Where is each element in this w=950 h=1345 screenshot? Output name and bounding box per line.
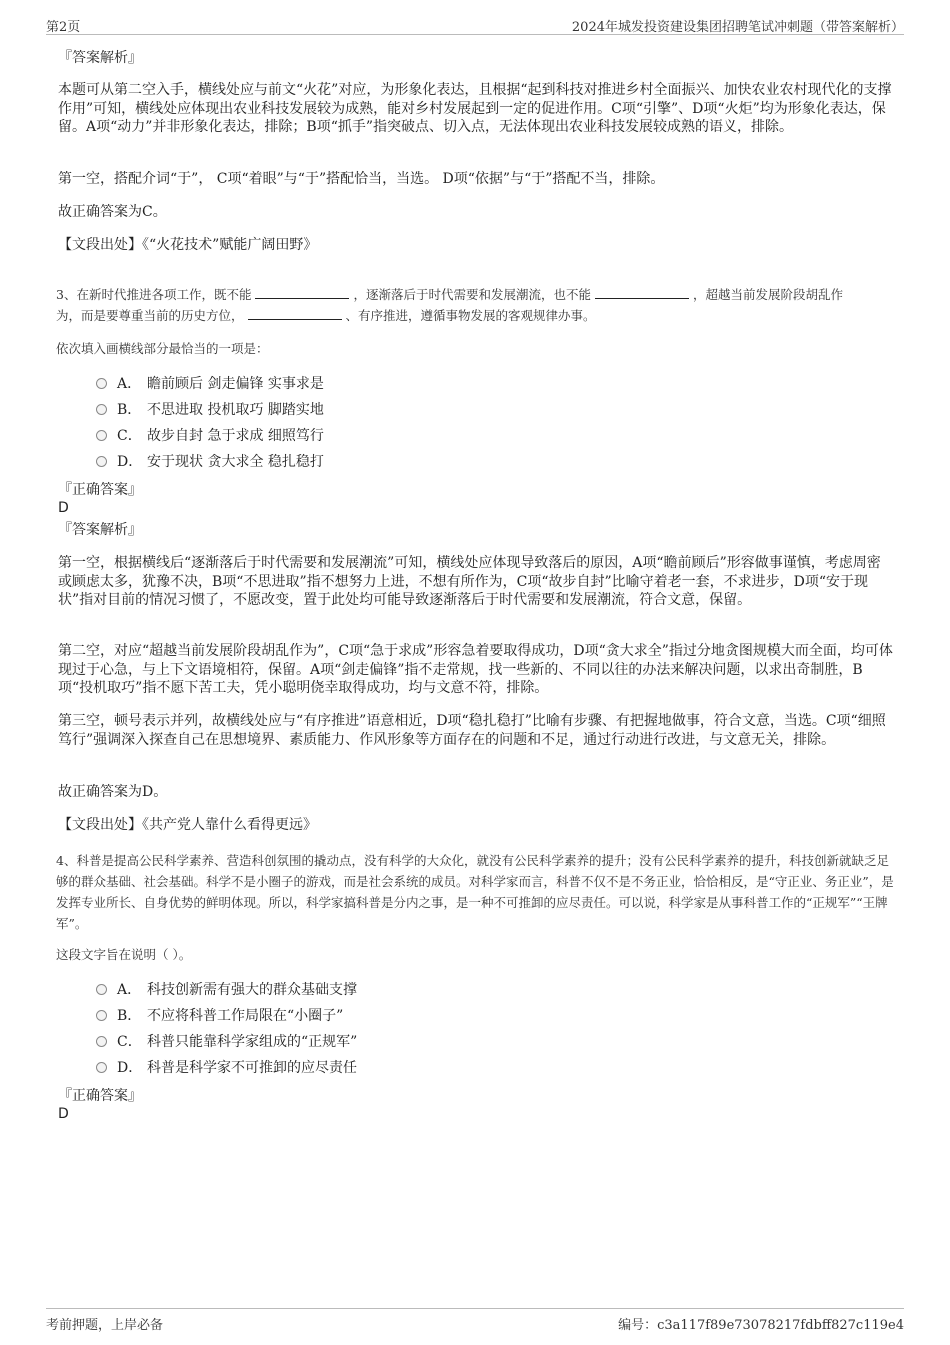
q2-explain-label: 『答案解析』 [58, 50, 142, 66]
q4-stem: 4、科普是提高公民科学素养、营造科创氛围的撬动点，没有科学的大众化，就没有公民科学素养的提升；没有公民科学素养的提升，科技创新就缺乏足够的群众基础、社会基础。科学不是小圈子的游戏，而是社会系统的成员。对科学家而言，科普不仅不是不务正业，恰恰相反，是“守正业、务正业”，是发挥专业所长、自身优势的鲜明体现。所以，科学家搞科普是分内之事，是一种不可推卸的应尽责任。可以说，科学家是从事科普工作的“正规军”“王牌军”。 [56, 853, 894, 931]
q3-option-b[interactable]: B． 不思进取 投机取巧 脚踏实地 [96, 400, 324, 420]
radio-icon[interactable] [96, 1010, 107, 1021]
q3-source: 【文段出处】《共产党人靠什么看得更远》 [58, 817, 317, 833]
q2-explain-p2: 第一空，搭配介词“于”， C项“着眼”与“于”搭配恰当，当选。 D项“依据”与“于”搭配不当，排除。 [58, 171, 665, 187]
page-number: 第2页 [46, 20, 81, 35]
q2-explain-p3: 故正确答案为C。 [58, 204, 167, 220]
radio-icon[interactable] [96, 404, 107, 415]
radio-icon[interactable] [96, 1062, 107, 1073]
radio-icon[interactable] [96, 456, 107, 467]
q4-option-d[interactable]: D． 科普是科学家不可推卸的应尽责任 [96, 1058, 357, 1078]
page-footer [46, 1308, 904, 1333]
q4-prompt: 这段文字旨在说明（ ）。 [56, 947, 192, 962]
q3-explain-label: 『答案解析』 [58, 522, 142, 538]
radio-icon[interactable] [96, 984, 107, 995]
document-title: 2024年城发投资建设集团招聘笔试冲刺题（带答案解析） [571, 20, 904, 35]
q4-option-c[interactable]: C． 科普只能靠科学家组成的“正规军” [96, 1032, 357, 1052]
q4-option-b[interactable]: B． 不应将科普工作局限在“小圈子” [96, 1006, 343, 1026]
q3-option-d[interactable]: D． 安于现状 贪大求全 稳扎稳打 [96, 452, 324, 472]
q3-explain-p1: 第一空，根据横线后“逐渐落后于时代需要和发展潮流”可知，横线处应体现导致落后的原因，A项“瞻前顾后”形容做事谨慎，考虑周密或顾虑太多，犹豫不决，B项“不思进取”指不想努力上进，不想有所作为，C项“故步自封”比喻守着老一套，不求进步，D项“安于现状”指对目前的情况习惯了，不愿改变，置于此处均可能导致逐渐落后于时代需要和发展潮流，符合文意，保留。 [58, 555, 881, 608]
q3-option-a[interactable]: A． 瞻前顾后 剑走偏锋 实事求是 [96, 374, 324, 394]
fill-blank-1 [255, 286, 349, 299]
q3-answer-label: 『正确答案』 [58, 482, 142, 498]
q3-answer: D [58, 500, 69, 516]
q3-explain-p4: 故正确答案为D。 [58, 784, 168, 800]
radio-icon[interactable] [96, 378, 107, 389]
footer-slogan: 考前押题，上岸必备 [46, 1318, 164, 1333]
q4-option-a[interactable]: A． 科技创新需有强大的群众基础支撑 [96, 980, 357, 1000]
q2-source: 【文段出处】《“火花技术”赋能广阔田野》 [58, 237, 318, 253]
q3-explain-p2: 第二空，对应“超越当前发展阶段胡乱作为”，C项“急于求成”形容急着要取得成功，D项“贪大求全”指过分地贪图规模大而全面，均可体现过于心急，与上下文语境相符，保留。A项“剑走偏锋”指不走常规，找一些新的、不同以往的办法来解决问题，以求出奇制胜，B项“投机取巧”指不愿下苦工夫，凭小聪明侥幸取得成功，均与文意不符，排除。 [58, 643, 893, 696]
page-header [46, 14, 904, 35]
fill-blank-3 [248, 307, 342, 320]
q3-explain-p3: 第三空，顿号表示并列，故横线处应与“有序推进”语意相近，D项“稳扎稳打”比喻有步骤、有把握地做事，符合文意，当选。C项“细照笃行”强调深入探查自己在思想境界、素质能力、作风形象等方面存在的问题和不足，通过行动进行改进，与文意无关，排除。 [58, 713, 886, 748]
radio-icon[interactable] [96, 430, 107, 441]
q2-explain-p1: 本题可从第二空入手，横线处应与前文“火花”对应，为形象化表达，且根据“起到科技对推进乡村全面振兴、加快农业农村现代化的支撑作用”可知，横线处应体现出农业科技发展较为成熟，能对乡村发展起到一定的促进作用。C项“引擎”、D项“火炬”均为形象化表达，保留。A项“动力”并非形象化表达，排除；B项“抓手”指突破点、切入点，无法体现出农业科技发展较成熟的语义，排除。 [58, 82, 892, 135]
q3-prompt: 依次填入画横线部分最恰当的一项是： [56, 341, 269, 356]
q4-answer: D [58, 1106, 69, 1122]
q3-stem: 3、在新时代推进各项工作，既不能 ，逐渐落后于时代需要和发展潮流，也不能 ，超越当前发展阶段胡乱作 为，而是要尊重当前的历史方位， 、有序推进，遵循事物发展的客观规律办事。 [56, 287, 843, 323]
q3-option-c[interactable]: C． 故步自封 急于求成 细照笃行 [96, 426, 324, 446]
document-id: 编号：c3a117f89e73078217fdbff827c119e4 [618, 1318, 904, 1333]
fill-blank-2 [595, 286, 689, 299]
q4-answer-label: 『正确答案』 [58, 1088, 142, 1104]
radio-icon[interactable] [96, 1036, 107, 1047]
